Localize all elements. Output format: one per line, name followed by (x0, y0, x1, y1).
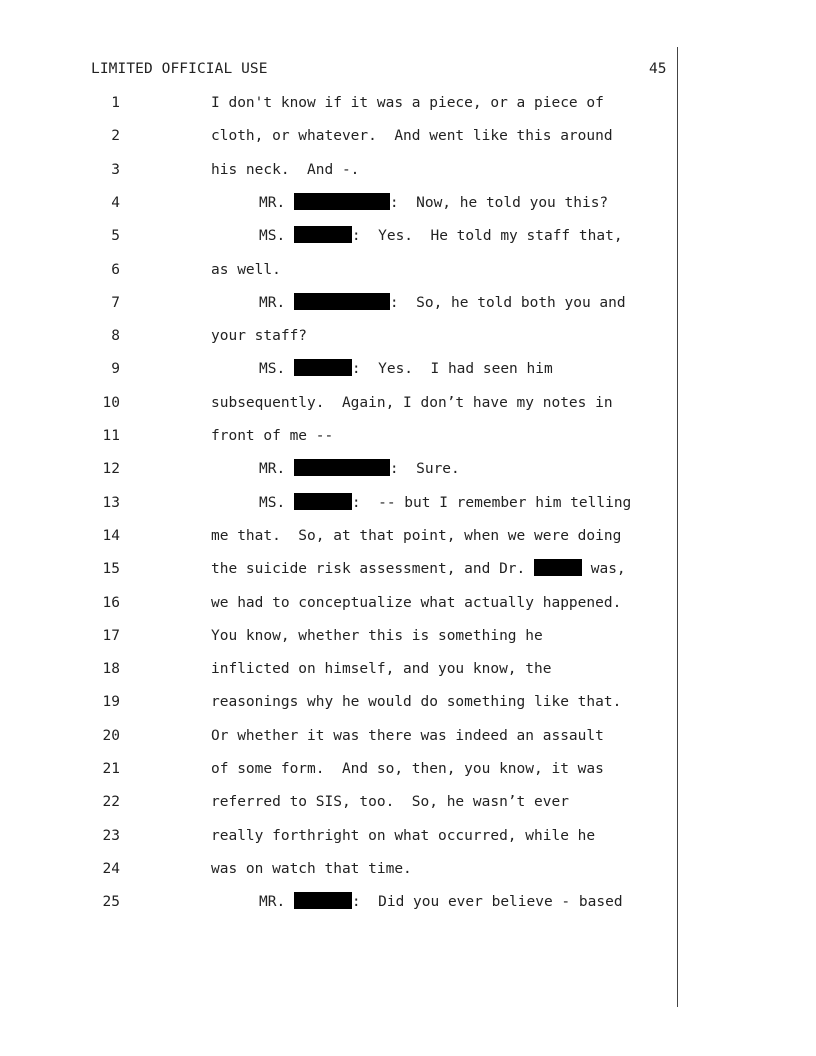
text-segment: the suicide risk assessment, and Dr. (211, 561, 535, 578)
transcript-line (0, 592, 676, 614)
redaction-box (534, 559, 582, 576)
line-number: 22 (102, 794, 120, 811)
redaction-box (294, 892, 352, 909)
line-number: 12 (102, 461, 120, 478)
text-segment: Or whether it was there was indeed an assault (211, 727, 604, 744)
text-segment: me that. So, at that point, when we were doing (211, 527, 622, 544)
line-text (211, 658, 551, 680)
line-number: 11 (102, 428, 120, 444)
line-number: 25 (102, 894, 120, 911)
redaction-box (294, 226, 352, 243)
text-segment: was on watch that time. (211, 860, 412, 877)
line-text (259, 192, 608, 214)
line-number: 15 (102, 561, 120, 578)
text-segment: his neck. And -. (211, 161, 360, 178)
line-text (211, 558, 626, 580)
page-number: 45 (649, 61, 667, 77)
line-number: 6 (111, 261, 120, 278)
text-segment: : Yes. I had seen him (351, 361, 553, 378)
redaction-box (294, 459, 390, 476)
line-text (211, 392, 613, 414)
text-segment: was, (582, 561, 626, 578)
line-number: 21 (102, 761, 120, 777)
line-text (211, 125, 613, 147)
line-text (259, 891, 623, 913)
transcript-line (0, 891, 676, 913)
line-number: 2 (111, 128, 120, 145)
line-text (259, 292, 626, 314)
transcript-line (0, 225, 676, 247)
transcript-line (0, 858, 676, 880)
text-segment: : -- but I remember him telling (351, 494, 632, 511)
line-number: 24 (102, 860, 120, 877)
transcript-line (0, 125, 676, 147)
text-segment: really forthright on what occurred, while he (211, 827, 596, 844)
text-segment: your staff? (211, 328, 308, 345)
line-number: 19 (102, 694, 120, 711)
line-number: 10 (102, 394, 120, 411)
text-segment: : Did you ever believe - based (351, 894, 623, 911)
line-text (259, 458, 460, 480)
redaction-box (294, 359, 352, 376)
transcript-line (0, 425, 676, 447)
transcript-line (0, 325, 676, 347)
transcript-line (0, 392, 676, 414)
transcript-line (0, 92, 676, 114)
transcript-line (0, 691, 676, 713)
transcript-line (0, 192, 676, 214)
line-number: 14 (102, 527, 120, 544)
text-segment: You know, whether this is something he (211, 627, 543, 644)
transcript-line (0, 658, 676, 680)
line-number: 18 (102, 661, 120, 678)
transcript-line (0, 725, 676, 747)
text-segment: MR. (259, 894, 294, 911)
text-segment: MS. (259, 361, 294, 378)
line-text (211, 325, 307, 347)
text-segment: MS. (259, 494, 294, 511)
text-segment: I don't know if it was a piece, or a piece of (211, 95, 604, 111)
text-segment: : So, he told both you and (389, 294, 626, 311)
line-text (259, 492, 631, 514)
text-segment: front of me -- (211, 428, 334, 444)
redaction-box (294, 493, 352, 510)
transcript-line (0, 159, 676, 181)
text-segment: : Now, he told you this? (389, 194, 609, 211)
line-number: 4 (111, 194, 120, 211)
line-number: 23 (102, 827, 120, 844)
transcript-line (0, 825, 676, 847)
line-text (211, 259, 281, 281)
text-segment: we had to conceptualize what actually happened. (211, 594, 622, 611)
redaction-box (294, 193, 390, 210)
transcript-line (0, 358, 676, 380)
line-number: 16 (102, 594, 120, 611)
text-segment: : Sure. (389, 461, 460, 478)
transcript-line (0, 492, 676, 514)
line-text (211, 725, 604, 747)
line-text (211, 625, 543, 647)
line-text (211, 758, 604, 780)
line-text (259, 225, 623, 247)
text-segment: : Yes. He told my staff that, (351, 228, 623, 245)
line-text (211, 525, 621, 547)
transcript-line (0, 625, 676, 647)
transcript-line (0, 292, 676, 314)
text-segment: MS. (259, 228, 294, 245)
line-text (211, 791, 569, 813)
text-segment: cloth, or whatever. And went like this around (211, 128, 613, 145)
line-number: 20 (102, 727, 120, 744)
line-number: 8 (111, 328, 120, 345)
line-number: 7 (111, 294, 120, 311)
text-segment: MR. (259, 461, 294, 478)
line-number: 3 (111, 161, 120, 178)
page-header-classification: LIMITED OFFICIAL USE (91, 61, 268, 77)
text-segment: subsequently. Again, I don’t have my notes in (211, 394, 613, 411)
line-number: 17 (102, 627, 120, 644)
line-number: 9 (111, 361, 120, 378)
text-segment: as well. (211, 261, 281, 278)
transcript-line (0, 758, 676, 780)
transcript-line (0, 791, 676, 813)
line-text (211, 825, 595, 847)
text-segment: MR. (259, 294, 294, 311)
text-segment: referred to SIS, too. So, he wasn’t ever (211, 794, 569, 811)
text-segment: of some form. And so, then, you know, it was (211, 761, 604, 777)
transcript-line (0, 558, 676, 580)
transcript-line (0, 458, 676, 480)
transcript-line (0, 259, 676, 281)
line-number: 5 (111, 228, 120, 245)
line-number: 13 (102, 494, 120, 511)
line-text (211, 159, 359, 181)
text-segment: inflicted on himself, and you know, the (211, 661, 552, 678)
line-number: 1 (111, 95, 120, 111)
text-segment: reasonings why he would do something like that. (211, 694, 622, 711)
transcript-line (0, 525, 676, 547)
line-text (211, 592, 621, 614)
right-margin-rule (677, 47, 678, 1007)
line-text (211, 425, 333, 447)
redaction-box (294, 293, 390, 310)
line-text (211, 92, 604, 114)
line-text (211, 691, 621, 713)
line-text (259, 358, 553, 380)
line-text (211, 858, 412, 880)
text-segment: MR. (259, 194, 294, 211)
